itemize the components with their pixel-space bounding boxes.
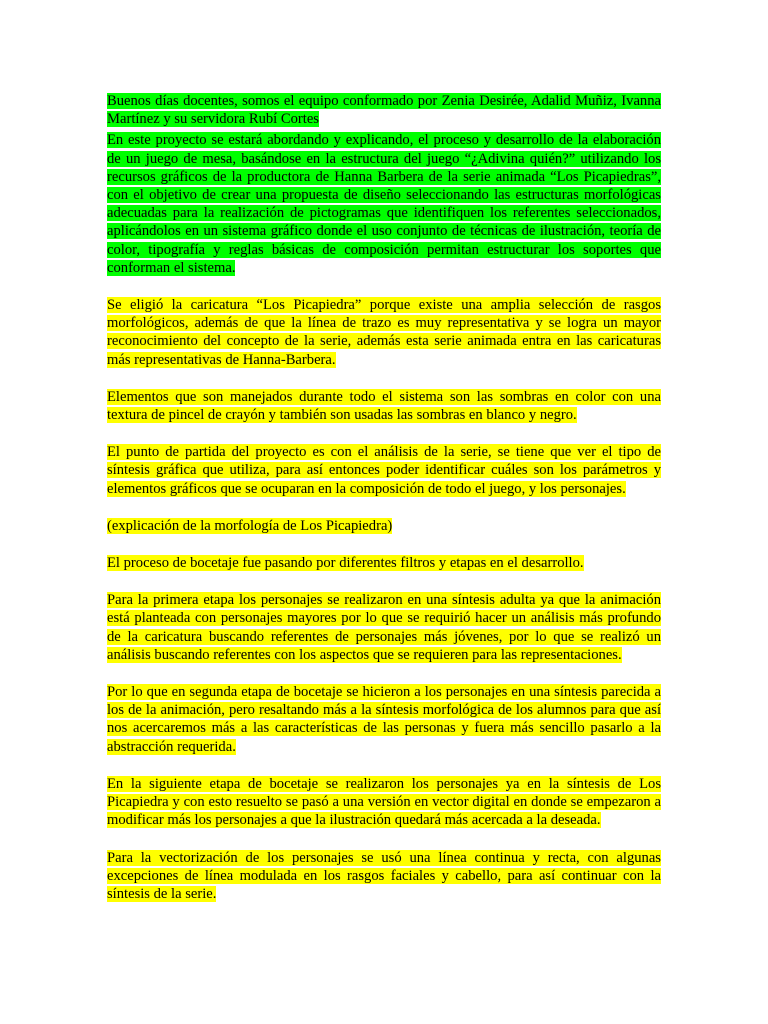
paragraph-morphology-note: (explicación de la morfología de Los Picapiedra) bbox=[107, 517, 393, 534]
paragraph-project-intro: En este proyecto se estará abordando y explicando, el proceso y desarrollo de la elaboración de un juego de mesa, basándose en la estructura del juego “¿Adivina quién?” utilizando los recursos gráficos de la productora de Hanna Barbera de la serie animada “Los Picapiedras”, con el objetivo de crear una propuesta de diseño seleccionando las estructuras morfológicas adecuadas para la realización de pictogramas que identifiquen los referentes seleccionados, aplicándolos en un sistema gráfico donde el uso conjunto de técnicas de ilustración, teoría de color, tipografía y reglas básicas de composición permitan estructurar los soportes que conforman el sistema. bbox=[107, 132, 661, 276]
paragraph-vectorization: Para la vectorización de los personajes se usó una línea continua y recta, con algunas excepciones de línea modulada en los rasgos faciales y cabello, para así continuar con la síntesis de la serie. bbox=[107, 849, 661, 902]
paragraph-shadow-elements: Elementos que son manejados durante todo el sistema son las sombras en color con una textura de pincel de crayón y también son usadas las sombras en blanco y negro. bbox=[107, 388, 661, 424]
paragraph-starting-point: El punto de partida del proyecto es con el análisis de la serie, se tiene que ver el tipo de síntesis gráfica que utiliza, para así entonces poder identificar cuáles son los parámetros y elementos gráficos que se ocuparan en la composición de todo el juego, y los personajes. bbox=[107, 444, 661, 497]
paragraph-first-stage: Para la primera etapa los personajes se realizaron en una síntesis adulta ya que la animación está planteada con personajes mayores por lo que se requirió hacer un análisis más profundo de la caricatura buscando referentes de personajes más jóvenes, por lo que se realizó un análisis buscando referentes con los aspectos que se requieren para las representaciones. bbox=[107, 592, 661, 663]
paragraph-greeting: Buenos días docentes, somos el equipo conformado por Zenia Desirée, Adalid Muñiz, Ivanna Martínez y su servidora Rubí Cortes bbox=[107, 93, 661, 128]
paragraph-second-stage: Por lo que en segunda etapa de bocetaje se hicieron a los personajes en una síntesis parecida a los de la animación, pero resaltando más a la síntesis morfológica de los alumnos para que así nos acercaremos más a las características de las personas y fuera más sencillo pasarlo a la abstracción requerida. bbox=[107, 684, 661, 755]
paragraph-caricature-choice: Se eligió la caricatura “Los Picapiedra” porque existe una amplia selección de rasgos morfológicos, además de que la línea de trazo es muy representativa y se logra un mayor reconocimiento del concepto de la serie, además esta serie animada entra en las caricaturas más representativas de Hanna-Barbera. bbox=[107, 297, 661, 368]
paragraph-next-stage: En la siguiente etapa de bocetaje se realizaron los personajes ya en la síntesis de Los Picapiedra y con esto resuelto se pasó a una versión en vector digital en donde se empezaron a modificar más los personajes a que la ilustración quedará más acercada a la deseada. bbox=[107, 775, 661, 829]
document-page bbox=[107, 92, 661, 903]
paragraph-sketch-process: El proceso de bocetaje fue pasando por diferentes filtros y etapas en el desarrollo. bbox=[107, 555, 584, 572]
